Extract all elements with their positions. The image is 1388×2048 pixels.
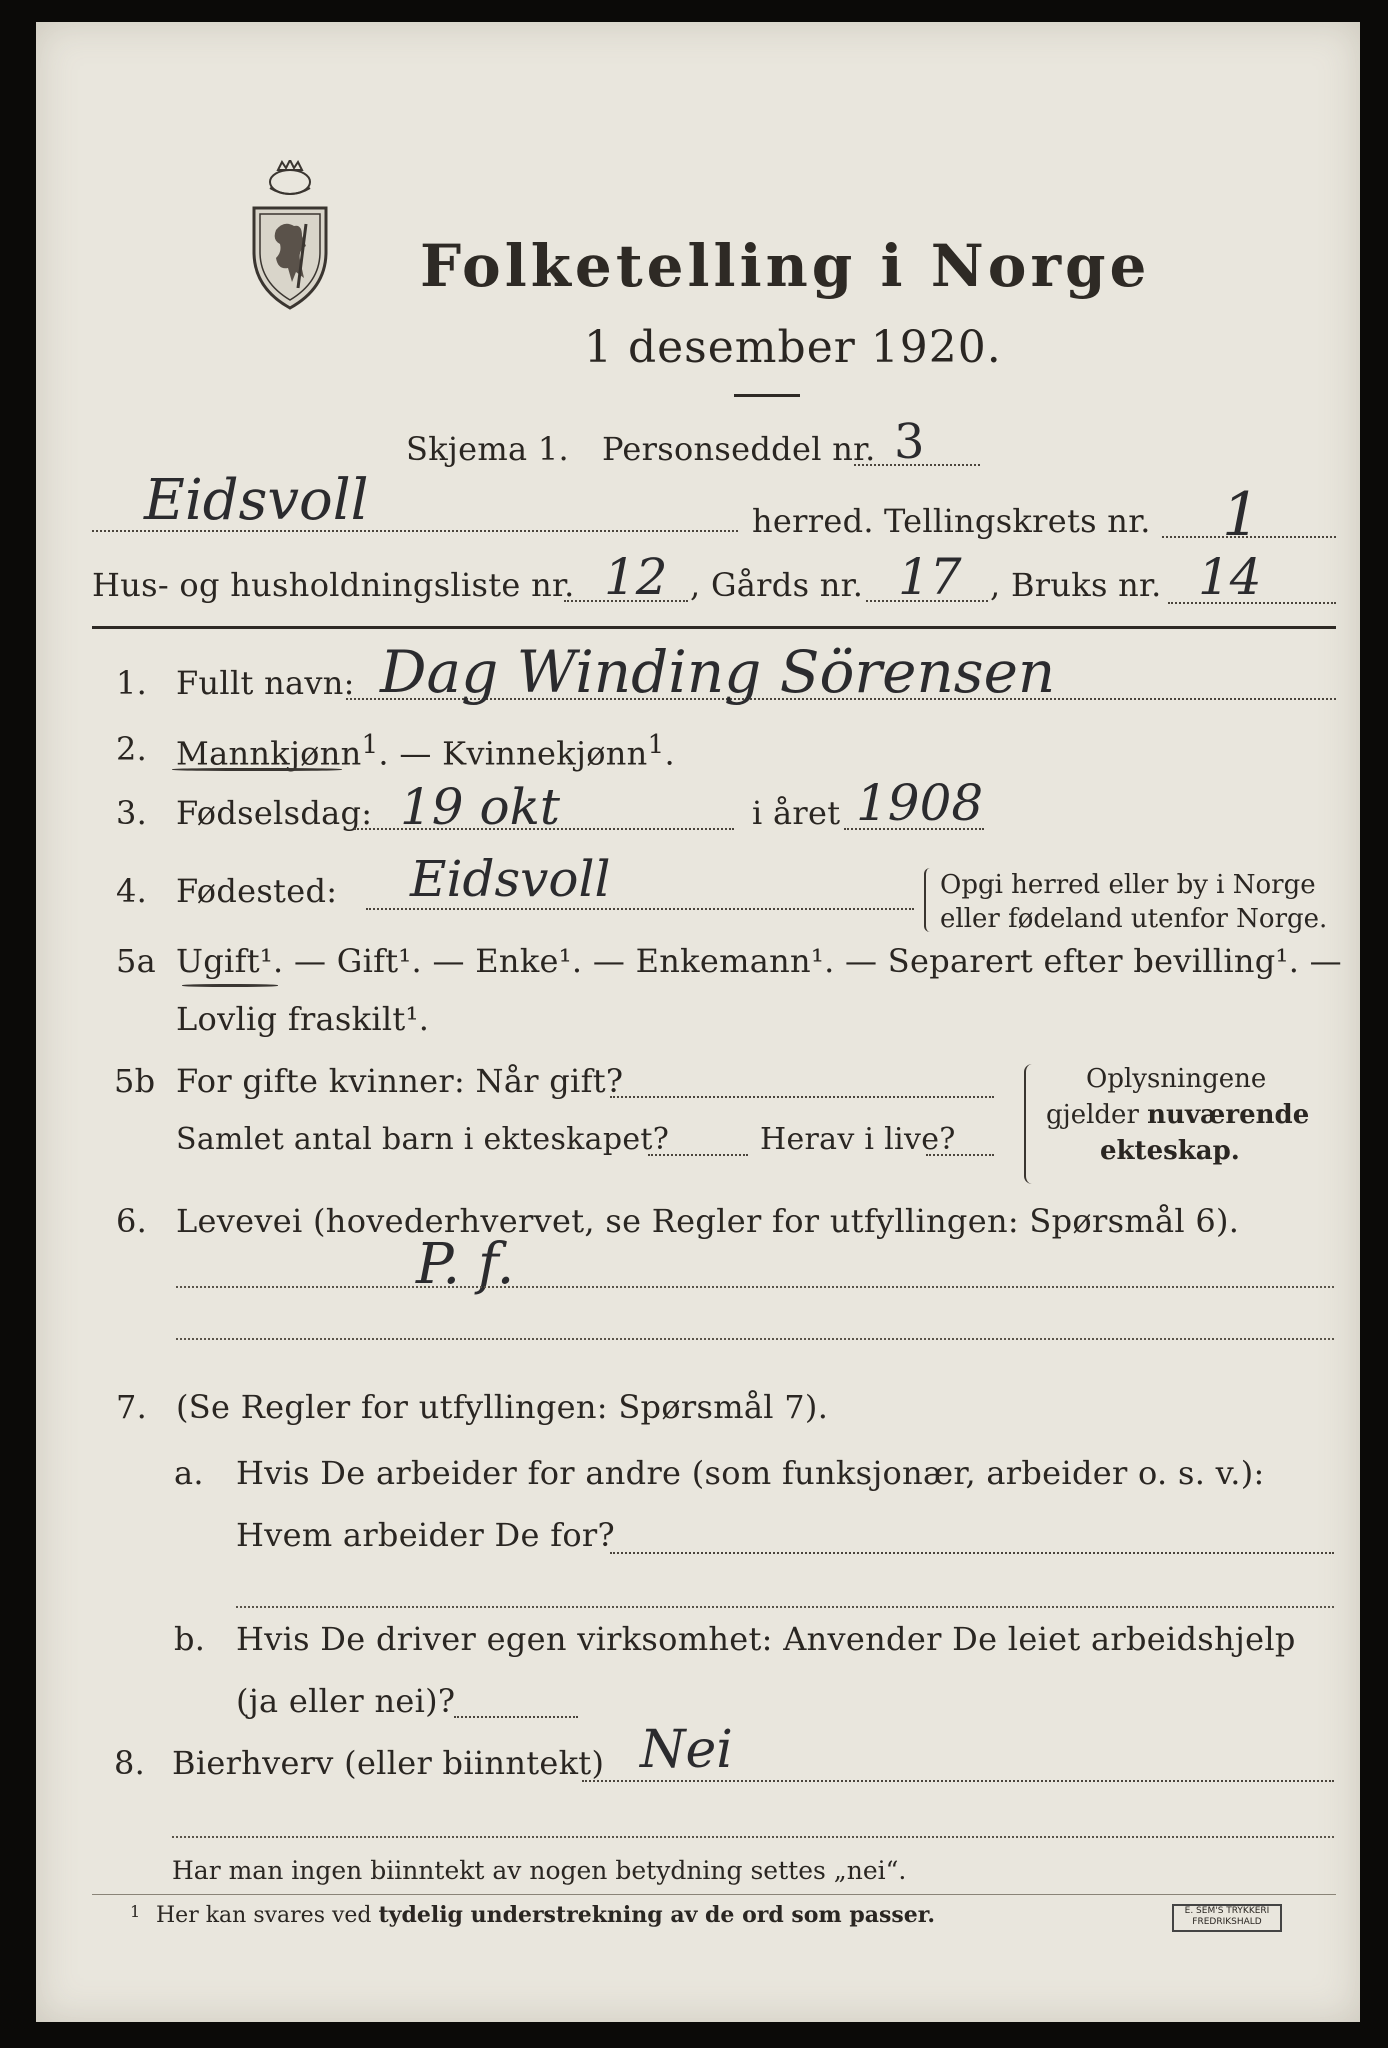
q5b-note-line2: gjelder nuværende	[1046, 1100, 1310, 1130]
census-form-sheet	[36, 22, 1360, 2022]
q8-number: 8.	[114, 1744, 146, 1782]
employer-field[interactable]	[610, 1552, 1334, 1554]
q8-label: Bierhverv (eller biinntekt)	[172, 1744, 605, 1782]
q6-number: 6.	[116, 1202, 148, 1240]
q7b-line2: (ja eller nei)?	[236, 1682, 456, 1720]
bruks-label: , Bruks nr.	[990, 566, 1162, 604]
herred-field[interactable]	[92, 530, 738, 532]
title-divider	[734, 394, 800, 397]
side-income-field-line2[interactable]	[172, 1836, 1334, 1838]
q5a-options-line2[interactable]: Lovlig fraskilt¹.	[176, 1000, 430, 1038]
full-name-value: Dag Winding Sörensen	[380, 638, 1056, 706]
form-title: Folketelling i Norge	[420, 232, 1151, 300]
q4-note-line2: eller fødeland utenfor Norge.	[940, 904, 1328, 934]
footnote-number: 1	[130, 1902, 141, 1921]
q7a-line1: Hvis De arbeider for andre (som funksjonær, arbeider o. s. v.):	[236, 1454, 1265, 1492]
husliste-label: Hus- og husholdningsliste nr.	[92, 566, 575, 604]
q7-label: (Se Regler for utfyllingen: Spørsmål 7).	[176, 1388, 829, 1426]
no-income-note: Har man ingen biinntekt av nogen betydning settes „nei“.	[172, 1856, 907, 1885]
q5a-options-line1[interactable]: Ugift¹. — Gift¹. — Enke¹. — Enkemann¹. — Separert efter bevilling¹. —	[176, 942, 1342, 980]
footnote-text: Her kan svares ved tydelig understrekning av de ord som passer.	[156, 1902, 936, 1928]
q5b-note-line1: Oplysningene	[1086, 1064, 1267, 1094]
occupation-value: P. f.	[416, 1232, 515, 1297]
q2-options: Mannkjønn$^1$. — Kvinnekjønn$^1$.	[176, 730, 675, 773]
employer-field-line2[interactable]	[236, 1606, 1334, 1608]
q7b-line1: Hvis De driver egen virksomhet: Anvender De leiet arbeidshjelp	[236, 1620, 1296, 1658]
q5b-children-label: Samlet antal barn i ekteskapet?	[176, 1122, 670, 1157]
side-income-value: Nei	[640, 1720, 733, 1780]
gards-value: 17	[898, 548, 962, 606]
q5b-married-when-label: For gifte kvinner: Når gift?	[176, 1062, 624, 1100]
side-income-field[interactable]	[582, 1780, 1334, 1782]
option-kvinnekjonn[interactable]: Kvinnekjønn	[442, 734, 648, 773]
tellingskrets-label: Tellingskrets nr.	[884, 502, 1151, 540]
q3-number: 3.	[116, 794, 148, 832]
q5b-brace	[1024, 1064, 1036, 1184]
coat-of-arms-icon	[248, 160, 328, 310]
birthplace-field[interactable]	[366, 908, 914, 910]
children-total-field[interactable]	[648, 1154, 748, 1156]
married-when-field[interactable]	[610, 1096, 994, 1098]
year-label: i året	[752, 794, 841, 832]
q4-label: Fødested:	[176, 872, 338, 910]
q1-label: Fullt navn:	[176, 664, 355, 702]
mannkjonn-underline	[172, 768, 342, 771]
q1-number: 1.	[116, 664, 148, 702]
footer-rule	[92, 1894, 1336, 1895]
personseddel-value: 3	[894, 414, 925, 470]
q4-brace	[924, 868, 934, 932]
birthdate-value: 19 okt	[400, 778, 561, 836]
q4-number: 4.	[116, 872, 148, 910]
herred-label: herred.	[752, 502, 874, 540]
birthplace-value: Eidsvoll	[410, 850, 611, 908]
q6-label: Levevei (hovederhvervet, se Regler for utfyllingen: Spørsmål 6).	[176, 1202, 1240, 1240]
q7-number: 7.	[116, 1388, 148, 1426]
q5b-alive-label: Herav i live?	[760, 1122, 956, 1157]
occupation-field-line2[interactable]	[176, 1338, 1334, 1340]
birthyear-value: 1908	[856, 774, 984, 832]
hired-help-field[interactable]	[454, 1716, 578, 1718]
q3-label: Fødselsdag:	[176, 794, 373, 832]
q5b-note-line3: ekteskap.	[1100, 1136, 1240, 1166]
q5b-number: 5b	[114, 1062, 156, 1100]
personseddel-label: Personseddel nr.	[602, 430, 876, 468]
gards-label: , Gårds nr.	[690, 566, 864, 604]
census-date: 1 desember 1920.	[584, 322, 1002, 373]
tellingskrets-value: 1	[1222, 480, 1261, 550]
q5a-number: 5a	[116, 942, 157, 980]
ugift-underline	[182, 984, 278, 987]
q7a-line2: Hvem arbeider De for?	[236, 1516, 615, 1554]
header-rule	[92, 626, 1336, 629]
occupation-field-line1[interactable]	[176, 1286, 1334, 1288]
skjema-label: Skjema 1.	[406, 430, 569, 468]
herred-value: Eidsvoll	[144, 468, 369, 533]
children-alive-field[interactable]	[926, 1154, 994, 1156]
q7b-letter: b.	[174, 1620, 206, 1658]
q4-note-line1: Opgi herred eller by i Norge	[940, 870, 1316, 900]
printer-stamp: E. SEM'S TRYKKERI FREDRIKSHALD	[1172, 1904, 1282, 1932]
option-mannkjonn[interactable]: Mannkjønn	[176, 734, 362, 773]
husliste-value: 12	[604, 548, 668, 606]
q2-number: 2.	[116, 730, 148, 768]
q7a-letter: a.	[174, 1454, 204, 1492]
bruks-value: 14	[1198, 548, 1262, 606]
